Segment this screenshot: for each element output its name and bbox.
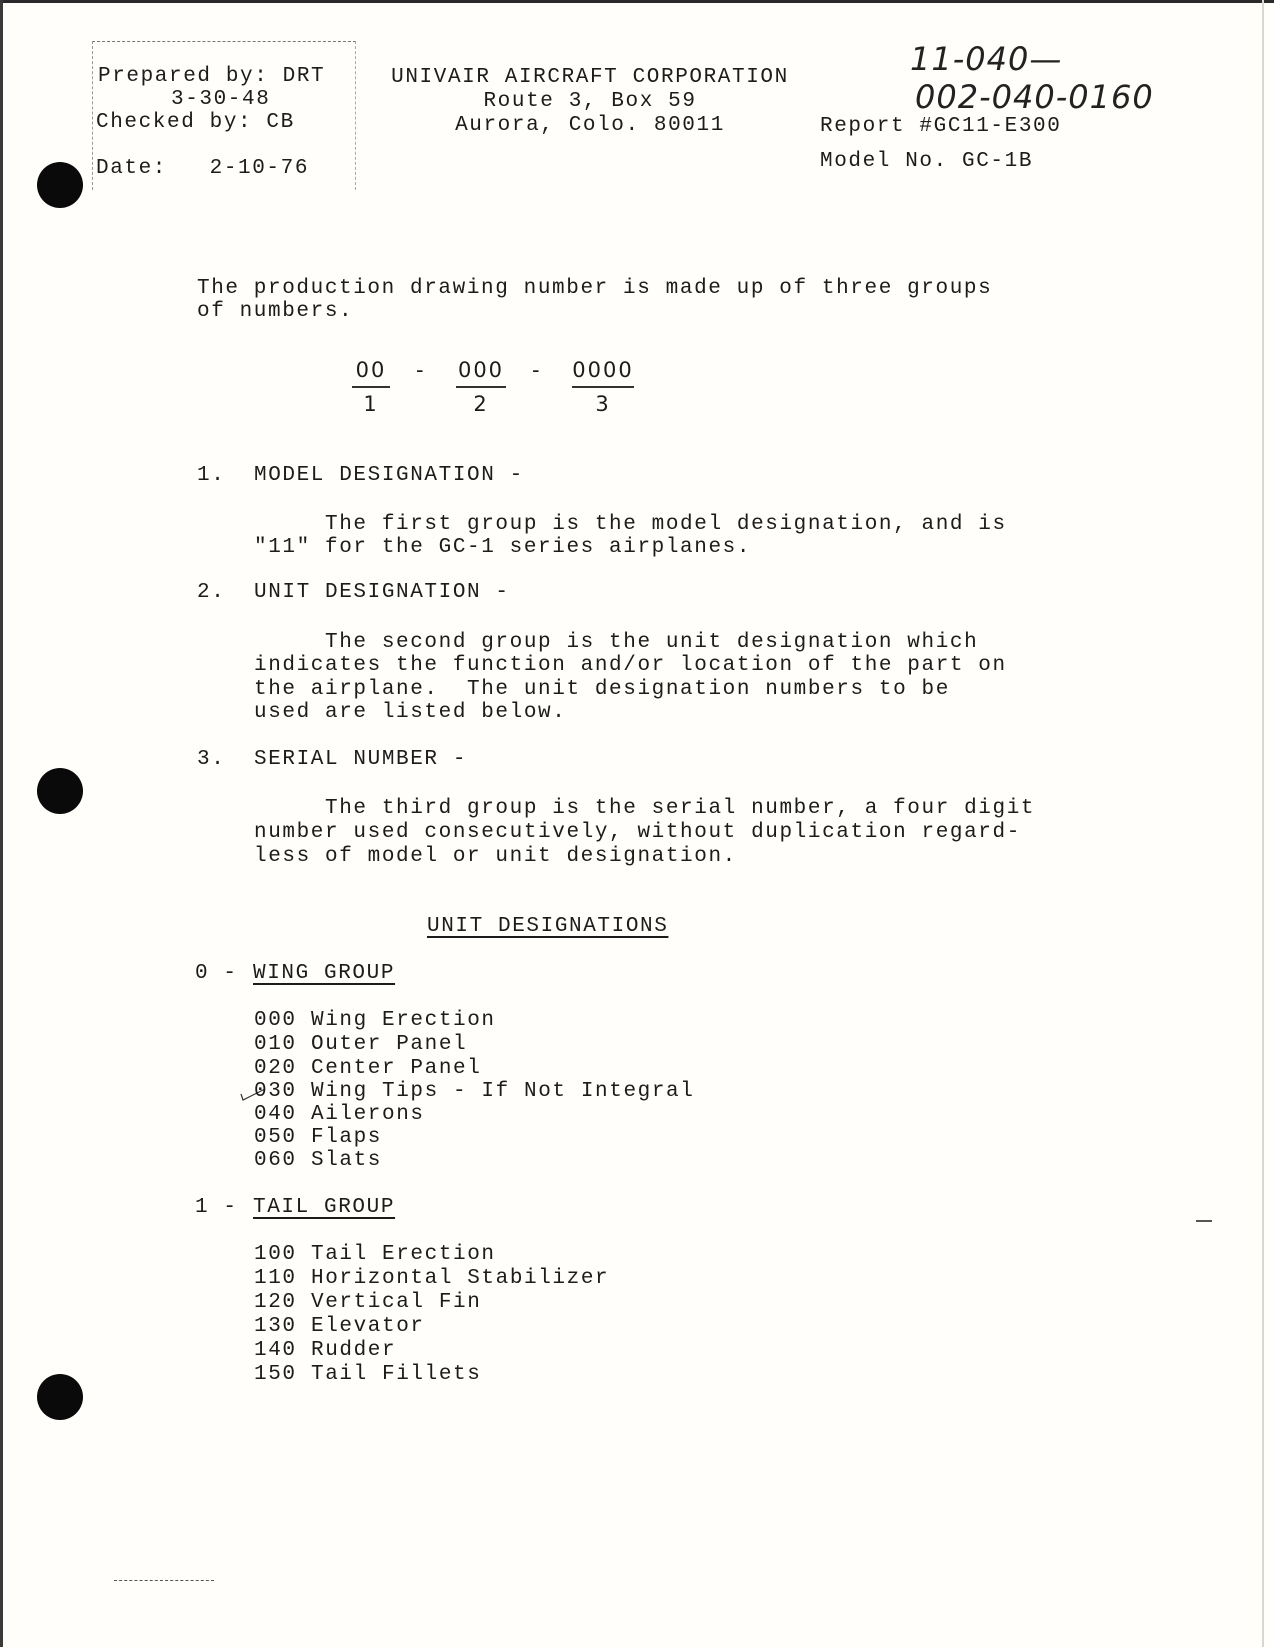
wing-item-code: 030 — [254, 1080, 297, 1103]
tail-group-title: TAIL GROUP — [253, 1196, 396, 1219]
separator-1: - — [416, 358, 424, 382]
group-1-label: 1 — [363, 392, 379, 416]
wing-item-code: 000 — [254, 1009, 297, 1032]
wing-item-code: 050 — [254, 1126, 297, 1149]
section-1-line1: The first group is the model designation, and is — [254, 513, 1007, 536]
group-3-label: 3 — [595, 392, 611, 416]
group-1-format — [352, 358, 390, 416]
punch-hole-middle — [37, 768, 83, 814]
intro-line1: The production drawing number is made up of three groups — [197, 277, 993, 300]
section-3-title: SERIAL NUMBER - — [254, 748, 468, 771]
prepared-date: 3-30-48 — [171, 88, 271, 111]
page-edge-right — [1262, 0, 1264, 1647]
scan-edge-top — [0, 0, 1274, 3]
checked-by: Checked by: CB — [96, 111, 295, 134]
punch-hole-bottom — [37, 1374, 83, 1420]
wing-item-code: 010 — [254, 1033, 297, 1056]
wing-item-label: Wing Erection — [311, 1009, 496, 1032]
report-number: Report #GC11-E300 — [820, 115, 1062, 138]
model-number: Model No. GC-1B — [820, 150, 1034, 173]
scan-edge-left — [0, 0, 3, 1647]
wing-item-label: Flaps — [311, 1126, 383, 1149]
tail-item-code: 140 — [254, 1339, 297, 1362]
group-2-digits: 000 — [456, 358, 506, 388]
tail-group-prefix: 1 - — [195, 1196, 238, 1219]
wing-item-code: 040 — [254, 1103, 297, 1126]
wing-item-label: Outer Panel — [311, 1033, 468, 1056]
section-3-line3: less of model or unit designation. — [254, 845, 737, 868]
section-1-title: MODEL DESIGNATION - — [254, 464, 524, 487]
wing-item-label: Slats — [311, 1149, 383, 1172]
group-3-format — [572, 358, 634, 416]
wing-item-label: Wing Tips - If Not Integral — [311, 1080, 695, 1103]
wing-item-code: 020 — [254, 1057, 297, 1080]
margin-mark — [1196, 1220, 1212, 1222]
company-name: UNIVAIR AIRCRAFT CORPORATION — [391, 66, 789, 89]
handwritten-note-line1: 11-040— — [910, 40, 1063, 78]
tail-item-code: 130 — [254, 1315, 297, 1338]
intro-line2: of numbers. — [197, 300, 354, 323]
tail-item-label: Rudder — [311, 1339, 397, 1362]
document-date: Date: 2-10-76 — [96, 157, 310, 180]
tail-item-label: Tail Fillets — [311, 1363, 482, 1386]
punch-hole-top — [37, 162, 83, 208]
company-address-line1: Route 3, Box 59 — [483, 90, 697, 113]
section-2-number: 2. — [197, 581, 226, 604]
group-1-digits: 00 — [352, 358, 390, 388]
tail-item-code: 150 — [254, 1363, 297, 1386]
section-1-line2: "11" for the GC-1 series airplanes. — [254, 536, 752, 559]
wing-group-prefix: 0 - — [195, 962, 238, 985]
wing-item-label: Ailerons — [311, 1103, 425, 1126]
section-3-line1: The third group is the serial number, a four digit — [254, 797, 1036, 820]
footer-rule — [114, 1580, 214, 1581]
section-2-line1: The second group is the unit designation which — [254, 631, 979, 654]
tail-item-label: Horizontal Stabilizer — [311, 1267, 610, 1290]
section-1-number: 1. — [197, 464, 226, 487]
handwritten-note-line2: 002-040-0160 — [915, 78, 1154, 116]
group-3-digits: 0000 — [572, 358, 634, 388]
tail-item-code: 100 — [254, 1243, 297, 1266]
unit-designations-title: UNIT DESIGNATIONS — [427, 915, 669, 938]
prepared-by: Prepared by: DRT — [98, 65, 326, 88]
section-3-number: 3. — [197, 748, 226, 771]
separator-2: - — [532, 358, 540, 382]
company-address-line2: Aurora, Colo. 80011 — [455, 114, 725, 137]
tail-item-label: Vertical Fin — [311, 1291, 482, 1314]
group-2-label: 2 — [473, 392, 489, 416]
wing-group-title: WING GROUP — [253, 962, 396, 985]
section-2-line2: indicates the function and/or location of the part on — [254, 654, 1007, 677]
tail-item-label: Tail Erection — [311, 1243, 496, 1266]
tail-item-code: 110 — [254, 1267, 297, 1290]
wing-item-code: 060 — [254, 1149, 297, 1172]
wing-item-label: Center Panel — [311, 1057, 482, 1080]
tail-item-label: Elevator — [311, 1315, 425, 1338]
tail-item-code: 120 — [254, 1291, 297, 1314]
section-3-line2: number used consecutively, without duplication regard- — [254, 821, 1021, 844]
section-2-title: UNIT DESIGNATION - — [254, 581, 510, 604]
section-2-line3: the airplane. The unit designation numbers to be — [254, 678, 950, 701]
group-2-format — [456, 358, 506, 416]
section-2-line4: used are listed below. — [254, 701, 567, 724]
